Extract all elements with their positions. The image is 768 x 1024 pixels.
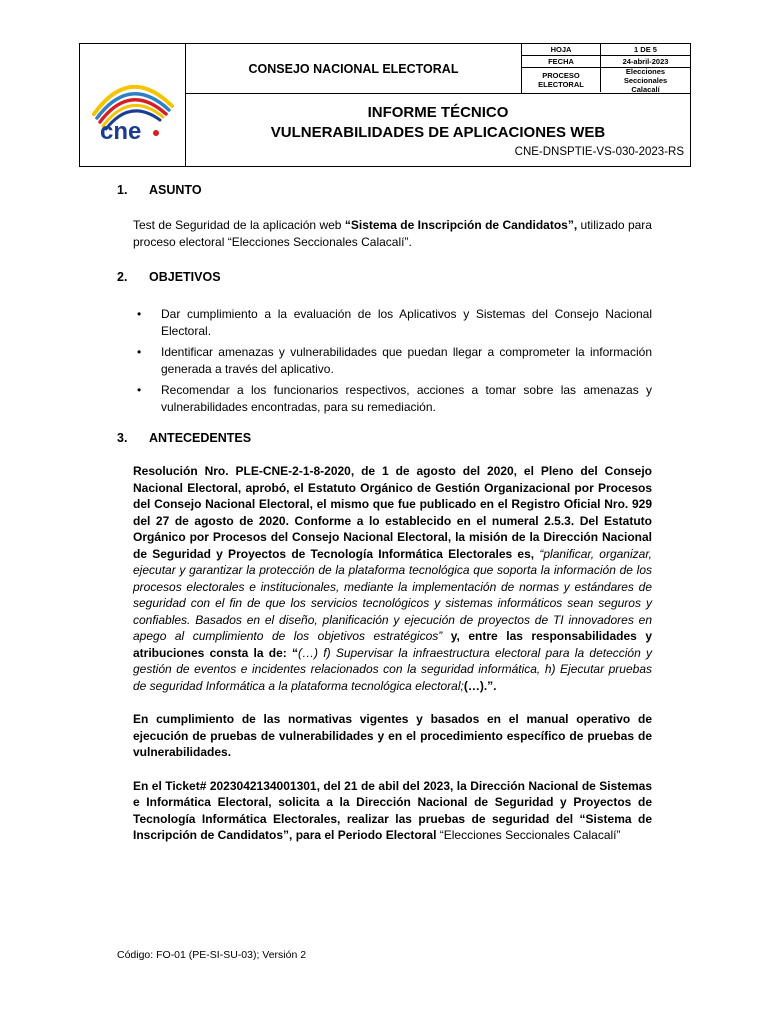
meta-key: PROCESO ELECTORAL: [522, 68, 601, 92]
report-title: INFORME TÉCNICO: [367, 104, 509, 121]
asunto-paragraph: [133, 217, 652, 250]
logo-text: cne: [100, 118, 142, 145]
section-heading-asunto: [117, 181, 652, 199]
meta-value: Elecciones Seccionales Calacalí: [623, 66, 668, 94]
document-header: [79, 43, 691, 167]
bullet-icon: •: [137, 383, 142, 397]
asunto-text-end: utilizado para proceso electoral “Elecciones Seccionales Calacalí”.: [133, 218, 652, 249]
objectives-list: [133, 306, 652, 415]
responsibilities-quote: (…) f) Supervisar la infraestructura electoral para la detección y gestión de eventos e incidentes relacionados con la seguridad informática, h) Ejecutar pruebas de seguridad Informática a la plataforma tecnológica electoral;: [133, 645, 653, 693]
objective-text: Dar cumplimiento a la evaluación de los Aplicativos y Sistemas del Consejo Nacional Electoral.: [161, 307, 652, 338]
meta-row-hoja: [522, 44, 690, 56]
asunto-text: Test de Seguridad de la aplicación web: [133, 218, 345, 232]
mission-quote: “planificar, organizar, ejecutar y garantizar la protección de la plataforma tecnológica que soporta la información de los procesos electorales e institucionales, mediante la implementación de normas y estándares de seguridad con el fin de que los servicios tecnológicos y sistemas informáticos sean seguros y confiables. Basados en el diseño, planificación y ejecución de proyectos de TI innovadores en apego al cumplimiento de los objetivos estratégicos”: [133, 546, 652, 643]
document-footer-code: Código: FO-01 (PE-SI-SU-03); Versión 2: [117, 949, 307, 961]
meta-row-proceso: [522, 68, 690, 92]
antecedentes-paragraph-2: En cumplimiento de las normativas vigentes y basados en el manual operativo de ejecución de pruebas de vulnerabilidades y en el procedimiento específico de pruebas de vulnerabilidades.: [133, 712, 652, 759]
section-title: ANTECEDENTES: [149, 431, 252, 445]
list-item: [133, 382, 652, 415]
bullet-icon: •: [137, 345, 142, 359]
section-heading-objetivos: [117, 268, 652, 286]
objective-text: Recomendar a los funcionarios respectivos, acciones a tomar sobre las amenazas y vulnerabilidades encontradas, para su remediación.: [161, 383, 652, 414]
antecedentes-paragraph-1: [133, 463, 652, 694]
meta-value: 1 DE 5: [634, 45, 657, 54]
document-body: [117, 175, 652, 844]
meta-key: FECHA: [522, 56, 601, 67]
ticket-process-name: “Elecciones Seccionales Calacalí”: [439, 828, 621, 842]
meta-key: HOJA: [522, 44, 601, 55]
report-subtitle: VULNERABILIDADES DE APLICACIONES WEB: [270, 124, 606, 141]
asunto-system-name: “Sistema de Inscripción de Candidatos”,: [344, 218, 578, 232]
section-title: ASUNTO: [149, 183, 202, 197]
logo-cell: [80, 44, 186, 166]
objective-text: Identificar amenazas y vulnerabilidades que puedan llegar a comprometer la información generada a través del aplicativo.: [161, 345, 652, 376]
meta-value: 24-abril-2023: [622, 57, 669, 66]
quote-end: (…).”.: [463, 678, 497, 693]
list-item: [133, 306, 652, 339]
section-number: 1.: [117, 183, 128, 197]
meta-table: [522, 44, 690, 94]
section-number: 3.: [117, 431, 128, 445]
bullet-icon: •: [137, 307, 142, 321]
organization-name: CONSEJO NACIONAL ELECTORAL: [186, 44, 522, 94]
title-cell: [186, 94, 690, 166]
list-item: [133, 344, 652, 377]
section-heading-antecedentes: [117, 429, 652, 447]
responsibilities-text: y, entre las responsabilidades y atribuciones consta la de: “: [133, 629, 652, 660]
cne-logo: [80, 44, 184, 166]
resolution-text: Resolución Nro. PLE-CNE-2-1-8-2020, de 1 de agosto del 2020, el Pleno del Consejo Nacional Electoral, aprobó, el Estatuto Orgánico de Gestión Organizacional por Procesos del Consejo Nacional Electoral, el mismo que fue publicado en el Registro Oficial Nro. 929 del 27 de agosto de 2020. Conforme a lo establecido en el numeral 2.5.3. Del Estatuto Orgánico por Procesos del Consejo Nacional Electoral, la misión de la Dirección Nacional de Seguridad y Proyectos de Tecnología Informática Electorales es,: [133, 464, 652, 561]
section-number: 2.: [117, 270, 128, 284]
ticket-text: En el Ticket# 2023042134001301, del 21 de abil del 2023, la Dirección Nacional de Sistemas e Informática Electoral, solicita a la Dirección Nacional de Seguridad y Proyectos de Tecnología Informática Electorales, realizar las pruebas de seguridad del “Sistema de Inscripción de Candidatos”, para el Periodo Electoral: [133, 778, 652, 842]
antecedentes-paragraph-3: [133, 778, 652, 844]
section-title: OBJETIVOS: [149, 270, 221, 284]
document-code: CNE-DNSPTIE-VS-030-2023-RS: [514, 146, 684, 158]
